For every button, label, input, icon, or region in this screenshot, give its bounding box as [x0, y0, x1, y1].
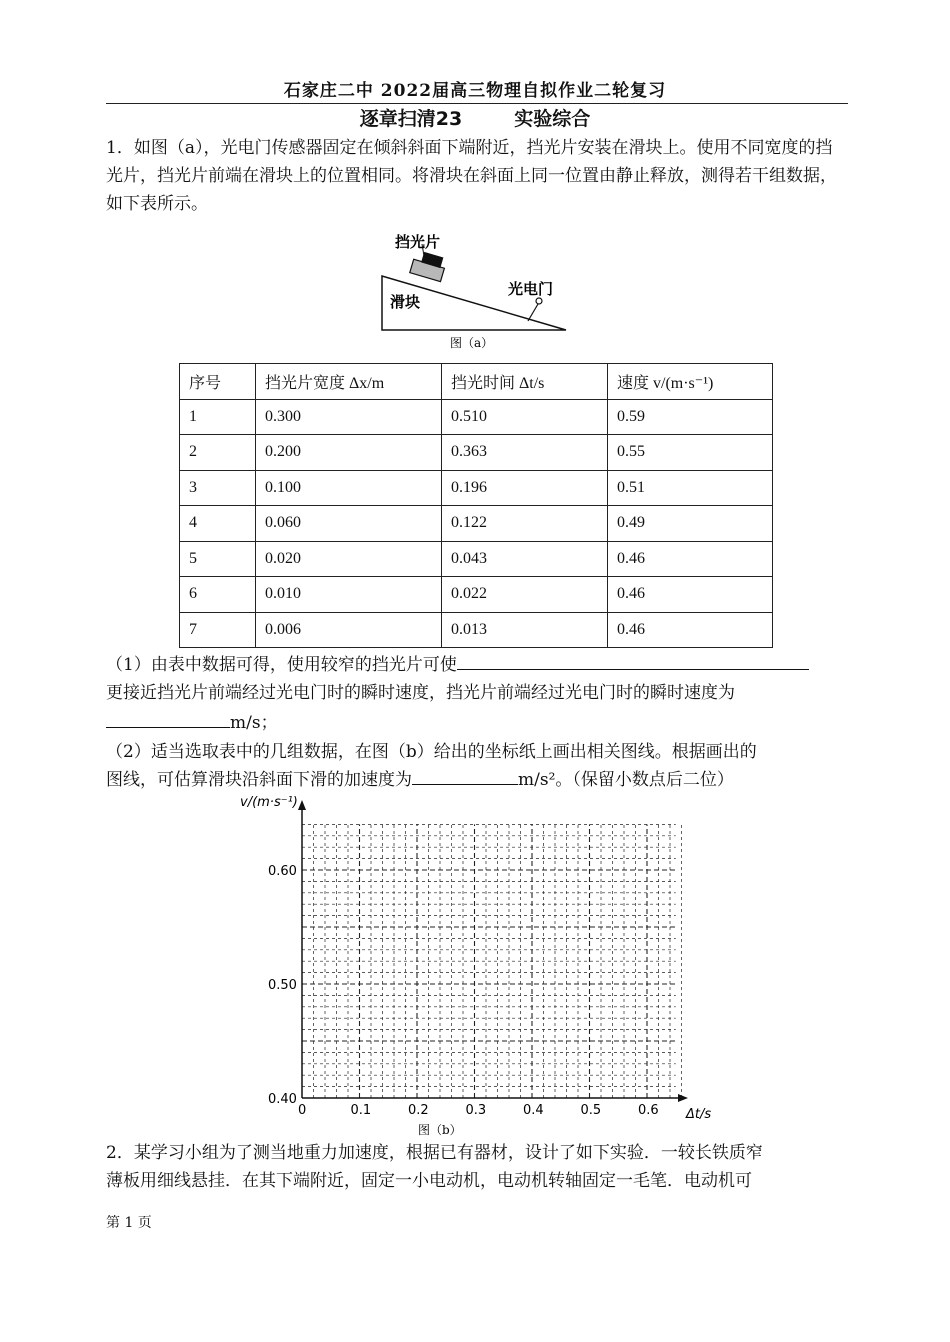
cell: 0.510 [442, 399, 608, 435]
chapter-title: 逐章扫清23 [359, 108, 463, 130]
part2-unit: m/s²。（保留小数点后二位） [518, 770, 734, 790]
answer-blank-2[interactable] [106, 709, 230, 728]
cell: 0.49 [608, 506, 773, 542]
cell: 1 [180, 399, 256, 435]
cell: 0.59 [608, 399, 773, 435]
table-row [180, 506, 773, 542]
cell: 0.300 [256, 399, 442, 435]
photogate [536, 298, 542, 304]
part2-text-b: 图线，可估算滑块沿斜面下滑的加速度为 [106, 770, 412, 790]
x-axis-arrow [678, 1094, 688, 1102]
cell: 2 [180, 435, 256, 471]
cell: 7 [180, 612, 256, 648]
table-row [180, 612, 773, 648]
topic-title: 实验综合 [514, 108, 591, 130]
cell: 0.022 [442, 577, 608, 613]
q1-part2-line2 [106, 766, 848, 794]
cell: 0.46 [608, 541, 773, 577]
cell: 0.060 [256, 506, 442, 542]
cell: 0.020 [256, 541, 442, 577]
cell: 0.363 [442, 435, 608, 471]
data-table [179, 363, 773, 648]
y-tick-label: 0.60 [268, 864, 297, 879]
part1-text-a: （1）由表中数据可得，使用较窄的挡光片可使 [106, 655, 457, 675]
page-title [0, 104, 950, 131]
cell: 0.122 [442, 506, 608, 542]
page-footer: 第 1 页 [106, 1215, 152, 1231]
cell: 0.51 [608, 470, 773, 506]
y-tick-labels [268, 864, 297, 1107]
label-slider: 滑块 [390, 293, 421, 311]
table-row [180, 541, 773, 577]
figure-b-caption: 图（b） [418, 1123, 462, 1137]
x-tick-label: 0 [298, 1103, 307, 1118]
q1-part2-line1: （2）适当选取表中的几组数据，在图（b）给出的坐标纸上画出相关图线。根据画出的 [106, 742, 757, 762]
cell: 5 [180, 541, 256, 577]
x-tick-label: 0.1 [350, 1103, 372, 1118]
th-width: 挡光片宽度 Δx/m [256, 364, 442, 400]
x-axis-label: Δt/s [686, 1107, 712, 1122]
table-row [180, 577, 773, 613]
label-shutter: 挡光片 [395, 233, 441, 251]
figure-a-caption: 图（a） [450, 336, 494, 350]
x-tick-labels [298, 1103, 659, 1118]
th-speed: 速度 v/(m·s⁻¹) [608, 364, 773, 400]
cell: 0.55 [608, 435, 773, 471]
cell: 0.013 [442, 612, 608, 648]
th-time: 挡光时间 Δt/s [442, 364, 608, 400]
x-tick-label: 0.5 [580, 1103, 602, 1118]
q2-line1: 2．某学习小组为了测当地重力加速度，根据已有器材，设计了如下实验．一较长铁质窄 [106, 1143, 763, 1163]
th-index: 序号 [180, 364, 256, 400]
answer-blank-3[interactable] [412, 766, 518, 785]
q1-part1-line2: 更接近挡光片前端经过光电门时的瞬时速度，挡光片前端经过光电门时的瞬时速度为 [106, 683, 735, 703]
x-tick-label: 0.2 [408, 1103, 429, 1118]
cell: 0.043 [442, 541, 608, 577]
y-tick-label: 0.50 [268, 978, 297, 993]
cell: 6 [180, 577, 256, 613]
part1-unit: m/s； [230, 713, 278, 733]
page-header: 石家庄二中 2022届高三物理自拟作业二轮复习 [283, 81, 667, 101]
y-axis-arrow [298, 800, 306, 810]
cell: 3 [180, 470, 256, 506]
y-tick-label: 0.40 [268, 1092, 297, 1107]
cell: 0.46 [608, 612, 773, 648]
q1-part1-line1 [106, 651, 848, 679]
cell: 0.006 [256, 612, 442, 648]
x-tick-label: 0.3 [465, 1103, 487, 1118]
q2-line2: 薄板用细线悬挂．在其下端附近，固定一小电动机，电动机转轴固定一毛笔．电动机可 [106, 1171, 752, 1191]
figure-b-chart [230, 792, 730, 1142]
cell: 0.010 [256, 577, 442, 613]
label-gate: 光电门 [508, 280, 554, 298]
cell: 0.200 [256, 435, 442, 471]
gate-pointer [528, 304, 538, 321]
figure-a [370, 228, 580, 358]
q1-intro: 1．如图（a），光电门传感器固定在倾斜斜面下端附近，挡光片安装在滑块上。使用不同宽度的挡光片，挡光片前端在滑块上的位置相同。将滑块在斜面上同一位置由静止释放，测得若干组数据，如下表所示。 [106, 138, 837, 214]
x-tick-label: 0.6 [638, 1103, 659, 1118]
cell: 0.196 [442, 470, 608, 506]
grid [302, 824, 682, 1098]
answer-blank-1[interactable] [457, 651, 809, 670]
y-axis-label: v/(m·s⁻¹) [240, 795, 298, 810]
table-header-row [180, 364, 773, 400]
cell: 4 [180, 506, 256, 542]
cell: 0.100 [256, 470, 442, 506]
q1-part1-line3 [106, 709, 848, 737]
x-tick-label: 0.4 [523, 1103, 544, 1118]
table-row [180, 399, 773, 435]
cell: 0.46 [608, 577, 773, 613]
table-row [180, 470, 773, 506]
table-row [180, 435, 773, 471]
slider-block [410, 250, 447, 282]
